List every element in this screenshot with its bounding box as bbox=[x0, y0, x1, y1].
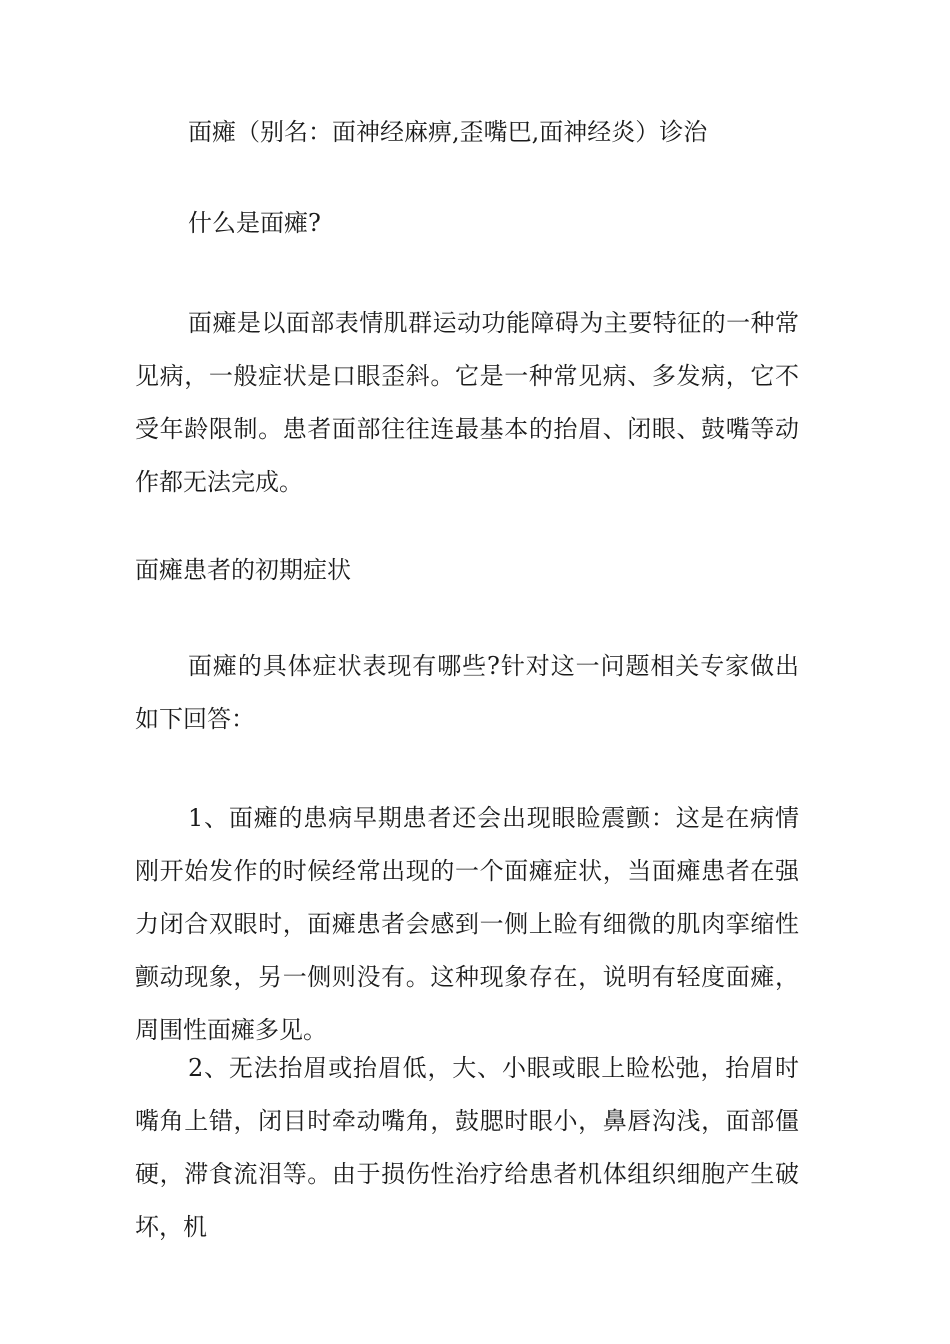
section-heading: 面瘫患者的初期症状 bbox=[135, 556, 351, 584]
symptom-item-1: 1、面瘫的患病早期患者还会出现眼睑震颤：这是在病情刚开始发作的时候经常出现的一个面瘫症状，当面瘫患者在强力闭合双眼时，面瘫患者会感到一侧上睑有细微的肌肉挛缩性颤动现象，另一侧则没有。这种现象存在，说明有轻度面瘫，周围性面瘫多见。 bbox=[135, 804, 799, 1044]
intro-paragraph: 面瘫是以面部表情肌群运动功能障碍为主要特征的一种常见病，一般症状是口眼歪斜。它是一种常见病、多发病，它不受年龄限制。患者面部往往连最基本的抬眉、闭眼、鼓嘴等动作都无法完成。 bbox=[135, 309, 799, 496]
section-intro-paragraph: 面瘫的具体症状表现有哪些?针对这一问题相关专家做出如下回答： bbox=[135, 652, 799, 733]
document-title: 面瘫（别名：面神经麻痹,歪嘴巴,面神经炎）诊治 bbox=[188, 118, 708, 146]
section-question: 什么是面瘫? bbox=[188, 209, 321, 237]
symptom-item-2: 2、无法抬眉或抬眉低，大、小眼或眼上睑松弛，抬眉时嘴角上错，闭目时牵动嘴角，鼓腮时眼小，鼻唇沟浅，面部僵硬，滞食流泪等。由于损伤性治疗给患者机体组织细胞产生破坏，机 bbox=[135, 1054, 799, 1241]
